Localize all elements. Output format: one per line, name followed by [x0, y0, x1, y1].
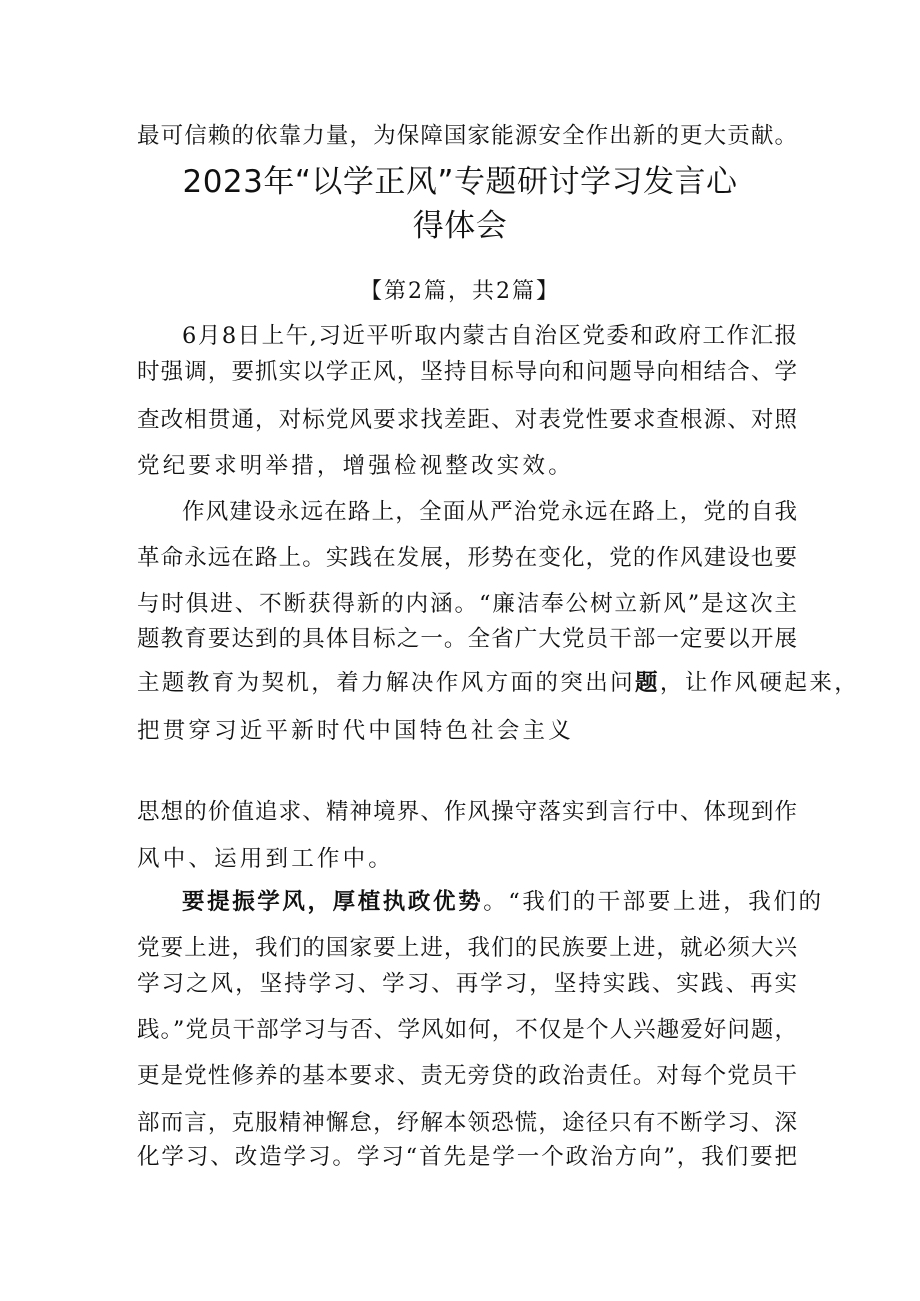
paragraph-4-line-5: 更是党性修养的基本要求、责无旁贷的政治责任。对每个党员干 [137, 1063, 797, 1089]
paragraph-1-line-4: 党纪要求明举措，增强检视整改实效。 [137, 453, 574, 479]
paragraph-2-line-4: 题教育要达到的具体目标之一。全省广大党员干部一定要以开展 [137, 626, 797, 652]
paragraph-2-line-5-text: 主题教育为契机，着力解决作风方面的突出问 [137, 670, 636, 696]
paragraph-3-line-2: 风中、运用到工作中。 [137, 846, 395, 872]
paragraph-4-line-2: 党要上进，我们的国家要上进，我们的民族要上进，就必须大兴 [137, 935, 797, 961]
paragraph-4-line-1-rest: 。“我们的干部要上进，我们的 [483, 889, 824, 915]
document-title-line-1: 2023年“以学正风”专题研讨学习发言心 [182, 164, 738, 200]
paragraph-2-line-3: 与时俱进、不断获得新的内涵。“廉洁奉公树立新风”是这次主 [137, 591, 797, 617]
paragraph-2-line-2: 革命永远在路上。实践在发展，形势在变化，党的作风建设也要 [137, 545, 797, 571]
top-line: 最可信赖的依靠力量，为保障国家能源安全作出新的更大贡献。 [137, 123, 797, 149]
article-count-subtitle: 【第2篇，共2篇】 [360, 279, 560, 304]
paragraph-2-line-5 [137, 667, 860, 699]
document-title-line-2: 得体会 [412, 208, 508, 244]
paragraph-2-line-5-bold: 题 [635, 670, 660, 696]
paragraph-2-line-1: 作风建设永远在路上，全面从严治党永远在路上，党的自我 [182, 499, 797, 525]
paragraph-4-line-7: 化学习、改造学习。学习“首先是学一个政治方向”，我们要把 [137, 1144, 797, 1170]
paragraph-1-line-3: 查改相贯通，对标党风要求找差距、对表党性要求查根源、对照 [137, 407, 797, 433]
paragraph-1-line-1: 6月8日上午,习近平听取内蒙古自治区党委和政府工作汇报 [182, 323, 797, 349]
paragraph-4-line-4: 践。”党员干部学习与否、学风如何，不仅是个人兴趣爱好问题， [137, 1017, 797, 1043]
paragraph-4-line-6: 部而言，克服精神懈怠，纾解本领恐慌，途径只有不断学习、深 [137, 1110, 797, 1136]
paragraph-4-lead-bold: 要提振学风，厚植执政优势 [182, 889, 484, 915]
paragraph-4-line-3: 学习之风，坚持学习、学习、再学习，坚持实践、实践、再实 [137, 971, 797, 997]
paragraph-2-line-6: 把贯穿习近平新时代中国特色社会主义 [137, 718, 574, 744]
paragraph-4-line-1 [182, 886, 824, 918]
paragraph-3-line-1: 思想的价值追求、精神境界、作风操守落实到言行中、体现到作 [137, 799, 797, 825]
paragraph-1-line-2: 时强调，要抓实以学正风，坚持目标导向和问题导向相结合、学 [137, 359, 797, 385]
paragraph-2-line-5-rest: ，让作风硬起来， [659, 670, 860, 696]
